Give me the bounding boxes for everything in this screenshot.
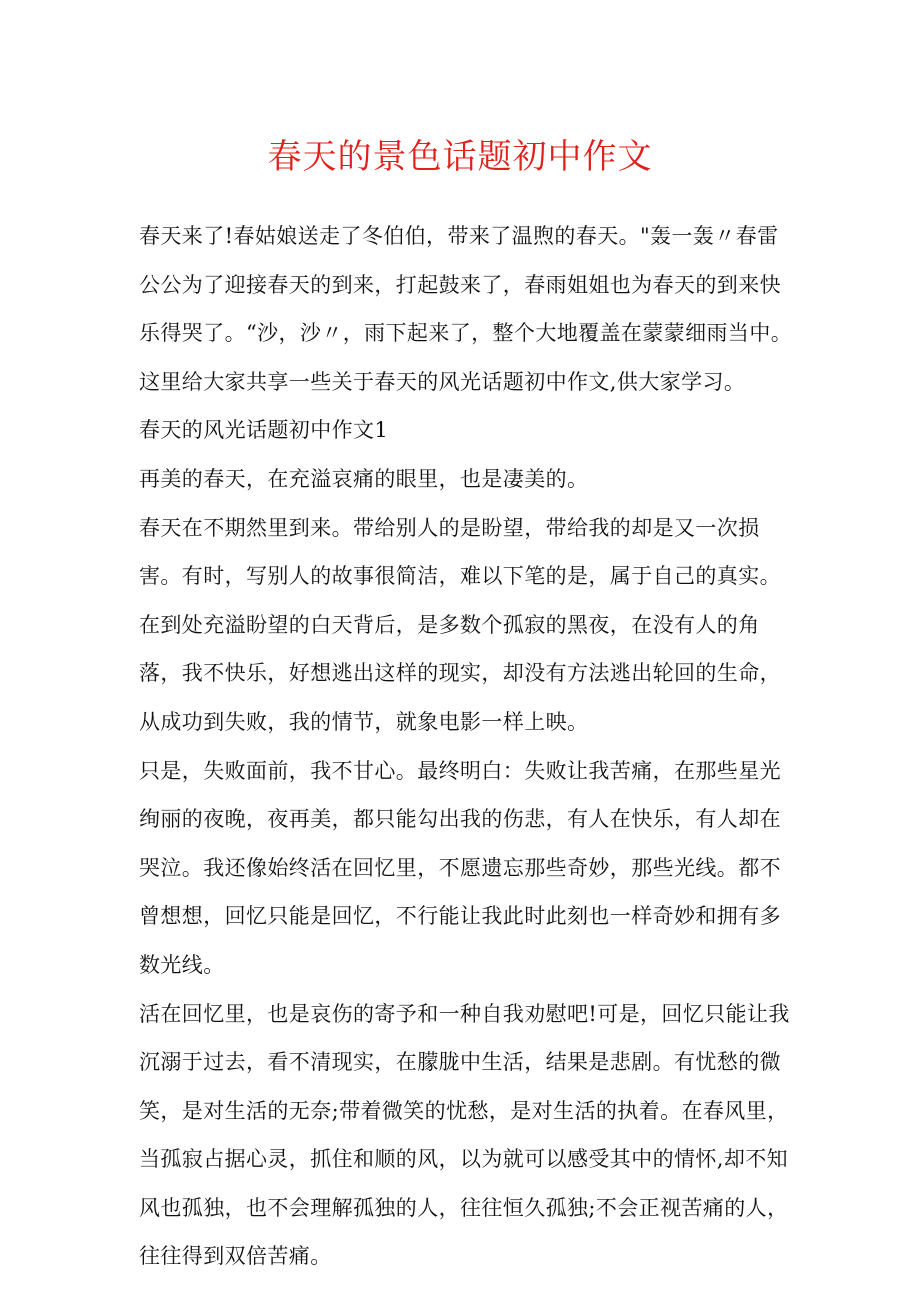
paragraph: 再美的春天，在充溢哀痛的眼里，也是凄美的。 <box>139 466 589 491</box>
section-heading: 春天的风光话题初中作文1 <box>139 418 389 443</box>
paragraph-intro: 春天来了!春姑娘送走了冬伯伯，带来了温煦的春天。"轰一轰〃春雷公公为了迎接春天的到来，打起鼓来了，春雨姐姐也为春天的到来快乐得哭了。“沙，沙〃，雨下起来了，整个大地覆盖在蒙蒙细雨当中。这里给大家共享一些关于春天的风光话题初中作文,供大家学习。 <box>139 224 793 394</box>
paragraph: 活在回忆里，也是哀伤的寄予和一种自我劝慰吧!可是，回忆只能让我沉溺于过去，看不清现实，在朦胧中生活，结果是悲剧。有忧愁的微笑，是对生活的无奈;带着微笑的忧愁，是对生活的执着。在春风里，当孤寂占据心灵，抓住和顺的风，以为就可以感受其中的情怀,却不知风也孤独，也不会理解孤独的人，往往恒久孤独;不会正视苦痛的人，往往得到双倍苦痛。 <box>139 1001 790 1269</box>
document-body <box>139 212 799 1281</box>
document-title: 春天的景色话题初中作文 <box>267 137 653 177</box>
paragraph: 春天在不期然里到来。带给别人的是盼望，带给我的却是又一次损害。有时，写别人的故事很简洁，难以下笔的是，属于自己的真实。在到处充溢盼望的白天背后，是多数个孤寂的黑夜，在没有人的角落，我不快乐，好想逃出这样的现实，却没有方法逃出轮回的生命，从成功到失败，我的情节，就象电影一样上映。 <box>139 515 781 734</box>
paragraph: 只是，失败面前，我不甘心。最终明白：失败让我苦痛，在那些星光绚丽的夜晚，夜再美，都只能勾出我的伤悲，有人在快乐，有人却在哭泣。我还像始终活在回忆里，不愿遗忘那些奇妙，那些光线。都不曾想想，回忆只能是回忆，不行能让我此时此刻也一样奇妙和拥有多数光线。 <box>139 758 781 977</box>
